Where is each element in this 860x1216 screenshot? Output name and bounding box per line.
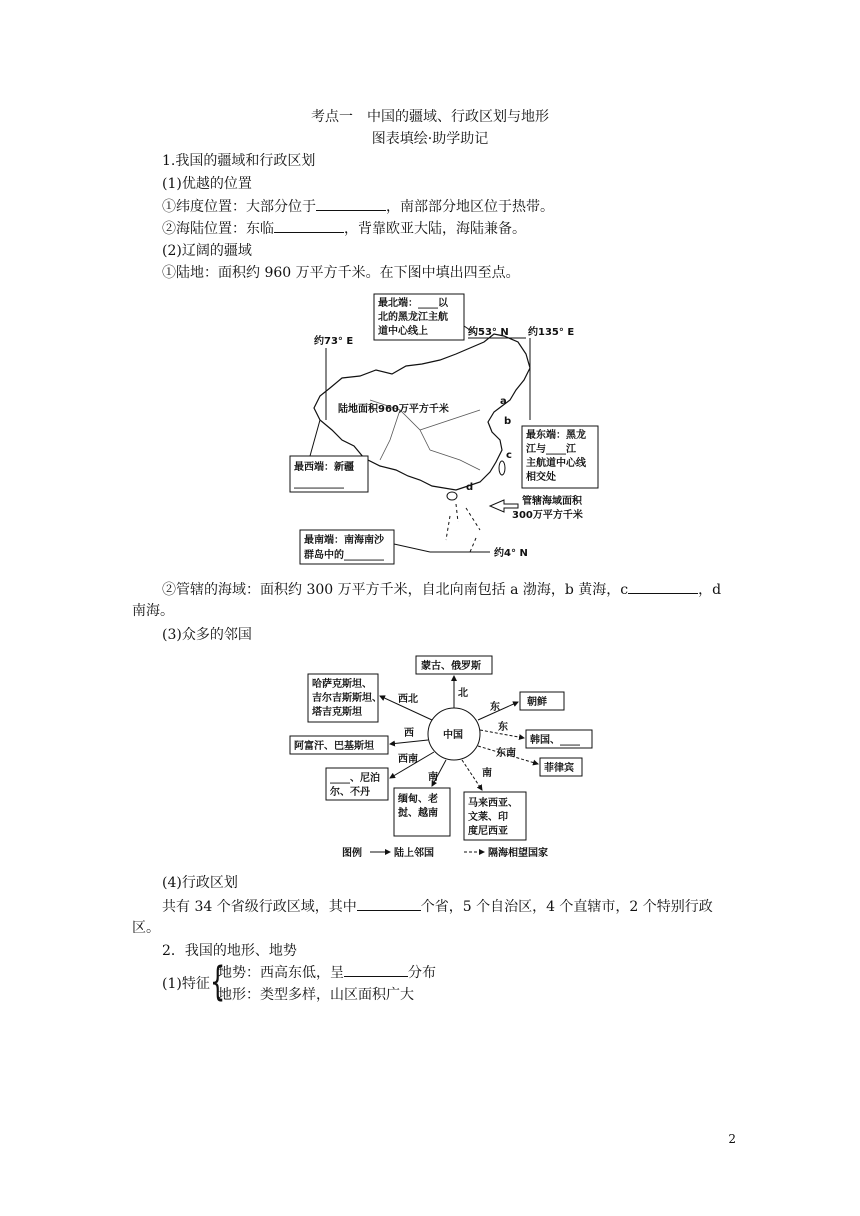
legend-title: 图例 xyxy=(342,848,362,859)
south-sea-line2: 文莱、印 xyxy=(468,812,508,823)
admin-text-a: 共有 34 个省级行政区域，其中 xyxy=(162,899,357,915)
land-area-label: 陆地面积960万平方千米 xyxy=(338,404,449,415)
west-neighbor-text: 阿富汗、巴基斯坦 xyxy=(294,741,374,752)
section-subtitle: 图表填绘·助学助记 xyxy=(371,131,489,147)
west-dir: 西 xyxy=(404,728,414,739)
lon-135-label: 约135° E xyxy=(528,327,575,338)
east-box-line4: 相交处 xyxy=(526,472,556,483)
south-box-line1: 最南端：南海南沙 xyxy=(304,535,384,546)
south-sea-line3: 度尼西亚 xyxy=(468,826,508,837)
sea-land-text-b: ，背靠欧亚大陆，海陆兼备。 xyxy=(344,221,526,237)
northwest-line3: 塔吉克斯坦 xyxy=(312,707,362,718)
east-land-neighbor-text: 朝鲜 xyxy=(527,697,547,708)
southeast-dir: 东南 xyxy=(496,748,516,759)
south-sea-dir: 南 xyxy=(482,768,492,779)
north-box-line2: 北的黑龙江主航 xyxy=(378,312,448,323)
heading-terrain: 2．我国的地形、地势 xyxy=(162,943,297,959)
south-sea-dashes xyxy=(446,504,480,552)
northwest-dir: 西北 xyxy=(398,694,418,705)
hainan-island xyxy=(447,492,457,500)
brace-icon: { xyxy=(210,959,226,1005)
admin-text-b: 个省，5 个自治区，4 个直辖市，2 个特别行政 xyxy=(420,899,713,915)
north-box-line3: 道中心线上 xyxy=(378,326,428,337)
admin-blank xyxy=(357,896,421,911)
lon-73-label: 约73° E xyxy=(314,336,354,347)
west-box-line2: __________ xyxy=(294,478,344,489)
north-dir: 北 xyxy=(458,688,468,699)
lat-4-label: 约4° N xyxy=(494,548,528,559)
south-land-dir: 南 xyxy=(428,772,438,783)
east-sea-dir: 东 xyxy=(498,722,508,733)
sea-land-blank xyxy=(274,218,344,233)
latitude-blank xyxy=(316,196,386,211)
east-land-dir: 东 xyxy=(490,702,500,713)
legend-land: 陆上邻国 xyxy=(394,848,434,859)
latitude-text-a: ①纬度位置：大部分位于 xyxy=(162,199,316,215)
label-a: a xyxy=(500,396,507,407)
waters-line xyxy=(162,579,721,600)
latitude-line xyxy=(162,196,554,217)
lat-53-label: 约53° N xyxy=(468,327,509,338)
waters-blank xyxy=(628,579,698,594)
sea-area-line2: 300万平方千米 xyxy=(512,510,583,521)
subheading-territory: (2)辽阔的疆域 xyxy=(162,243,252,259)
feature-label: (1)特征 xyxy=(162,976,210,992)
south-box-line2: 群岛中的________ xyxy=(304,550,384,561)
subheading-admin: (4)行政区划 xyxy=(162,875,238,891)
north-neighbor-text: 蒙古、俄罗斯 xyxy=(421,661,481,672)
land-area-line: ①陆地：面积约 960 万平方千米。在下图中填出四至点。 xyxy=(162,265,520,281)
sea-land-line xyxy=(162,218,526,239)
southwest-line2: 尔、不丹 xyxy=(330,787,370,798)
terrain-text-a: 地势：西高东低，呈 xyxy=(218,965,344,981)
east-box-line2: 江与____江 xyxy=(526,444,576,455)
subheading-neighbors: (3)众多的邻国 xyxy=(162,627,252,643)
southeast-neighbor-text: 菲律宾 xyxy=(544,763,574,774)
terrain-blank xyxy=(344,962,408,977)
legend-sea: 隔海相望国家 xyxy=(488,848,548,859)
heading-territory: 1.我国的疆域和行政区划 xyxy=(162,153,316,169)
northwest-line2: 吉尔吉斯斯坦、 xyxy=(312,693,382,704)
latitude-text-b: ，南部部分地区位于热带。 xyxy=(386,199,554,215)
label-b: b xyxy=(504,416,512,427)
china-territory-map xyxy=(280,290,600,568)
northwest-line1: 哈萨克斯坦、 xyxy=(312,679,372,690)
admin-line-2: 区。 xyxy=(132,920,160,936)
waters-text-b: ，d xyxy=(698,582,722,598)
neighbors-diagram xyxy=(286,650,606,864)
south-land-line2: 挝、越南 xyxy=(398,808,438,819)
south-land-line1: 缅甸、老 xyxy=(398,794,438,805)
taiwan-island xyxy=(499,461,505,475)
east-sea-neighbor-text: 韩国、____ xyxy=(530,735,580,746)
east-box-line3: 主航道中心线 xyxy=(526,458,586,469)
southwest-line1: ____、尼泊 xyxy=(330,773,380,784)
sea-land-text-a: ②海陆位置：东临 xyxy=(162,221,274,237)
label-c: c xyxy=(506,450,512,461)
southwest-dir: 西南 xyxy=(398,754,418,765)
page-number: 2 xyxy=(728,1132,736,1146)
east-box-line1: 最东端：黑龙 xyxy=(526,430,586,441)
waters-text-a: ②管辖的海域：面积约 300 万平方千米，自北向南包括 a 渤海，b 黄海，c xyxy=(162,582,629,598)
center-label: 中国 xyxy=(443,730,463,741)
admin-line xyxy=(162,896,713,917)
label-d: d xyxy=(466,482,474,493)
terrain-text-b: 分布 xyxy=(408,965,436,981)
subheading-location: (1)优越的位置 xyxy=(162,176,252,192)
waters-line-2: 南海。 xyxy=(132,603,174,619)
south-sea-line1: 马来西亚、 xyxy=(468,798,518,809)
terrain-line xyxy=(218,962,436,983)
sea-area-line1: 管辖海域面积 xyxy=(522,496,582,507)
north-box-line1: 最北端：____以 xyxy=(378,298,448,309)
west-box-line1: 最西端：新疆 xyxy=(294,462,354,473)
landform-line: 地形：类型多样，山区面积广大 xyxy=(218,987,414,1003)
section-title: 考点一 中国的疆域、行政区划与地形 xyxy=(311,109,549,125)
